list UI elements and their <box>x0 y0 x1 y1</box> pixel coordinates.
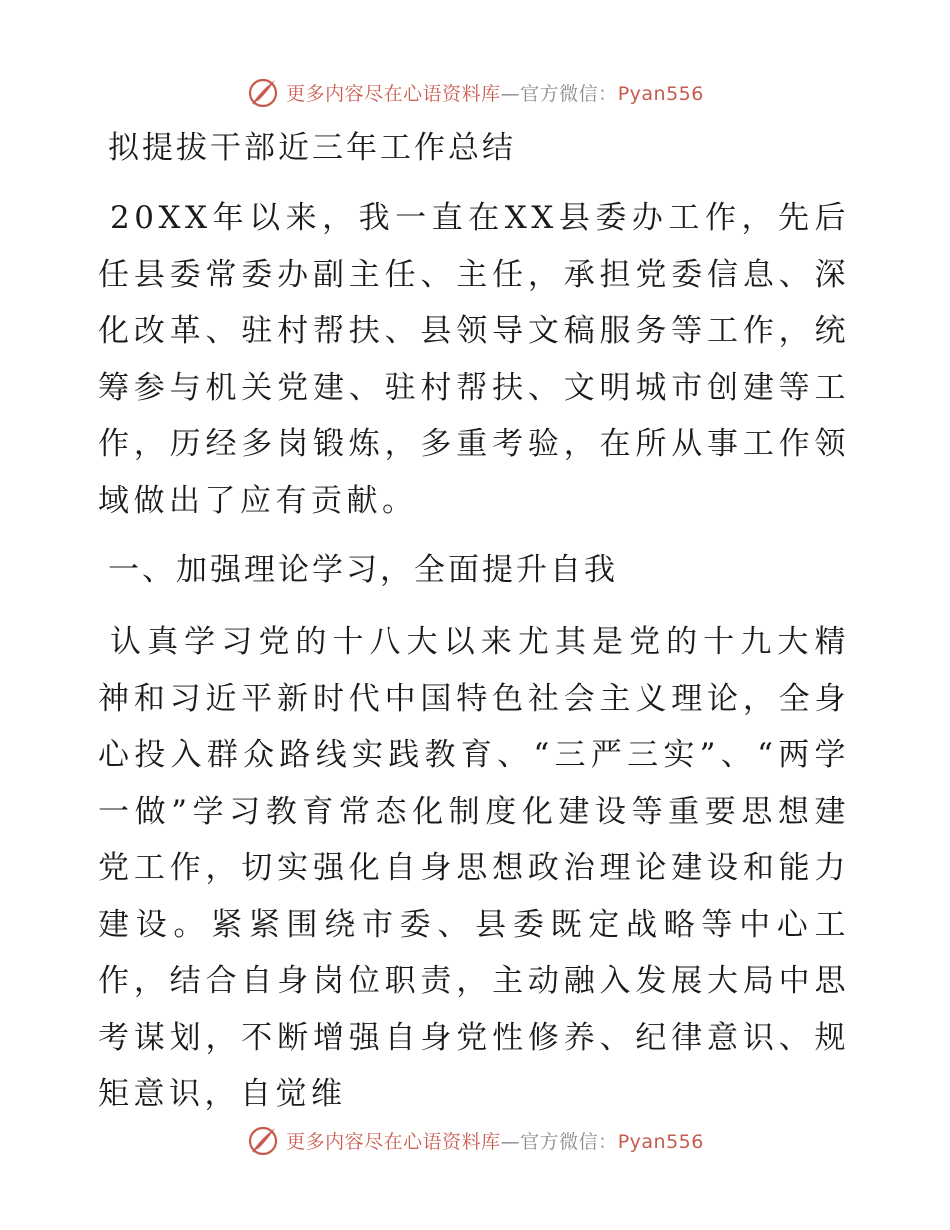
section-heading: 一、加强理论学习，全面提升自我 <box>108 552 618 588</box>
watermark-wechat-id: Pyan556 <box>617 1130 704 1153</box>
quill-seal-icon <box>246 75 280 109</box>
document-title: 拟提拔干部近三年工作总结 <box>108 130 516 166</box>
quill-seal-icon <box>246 1123 280 1157</box>
footer-watermark <box>0 1118 950 1162</box>
watermark-wechat-id: Pyan556 <box>617 82 704 105</box>
watermark-brand: 更多内容尽在心语资料库 <box>286 1130 501 1153</box>
watermark-brand: 更多内容尽在心语资料库 <box>286 82 501 105</box>
section-paragraph: 认真学习党的十八大以来尤其是党的十九大精神和习近平新时代中国特色社会主义理论，全身心投入群众路线实践教育、“三严三实”、“两学一做”学习教育常态化制度化建设等重要思想建党工作，切实强化自身思想政治理论建设和能力建设。紧紧围绕市委、县委既定战略等中心工作，结合自身岗位职责，主动融入发展大局中思考谋划，不断增强自身党性修养、纪律意识、规矩意识，自觉维 <box>98 624 850 1112</box>
intro-paragraph: 20XX年以来，我一直在XX县委办工作，先后任县委常委办副主任、主任，承担党委信息、深化改革、驻村帮扶、县领导文稿服务等工作，统筹参与机关党建、驻村帮扶、文明城市创建等工作，历经多岗锻炼，多重考验，在所从事工作领域做出了应有贡献。 <box>98 200 850 519</box>
watermark-wechat-label: 官方微信： <box>520 82 618 105</box>
header-watermark <box>0 70 950 114</box>
watermark-text <box>286 79 704 106</box>
watermark-text <box>286 1127 704 1154</box>
watermark-separator: — <box>500 1130 521 1153</box>
watermark-wechat-label: 官方微信： <box>520 1130 618 1153</box>
watermark-separator: — <box>500 82 521 105</box>
document-body <box>98 122 850 1123</box>
